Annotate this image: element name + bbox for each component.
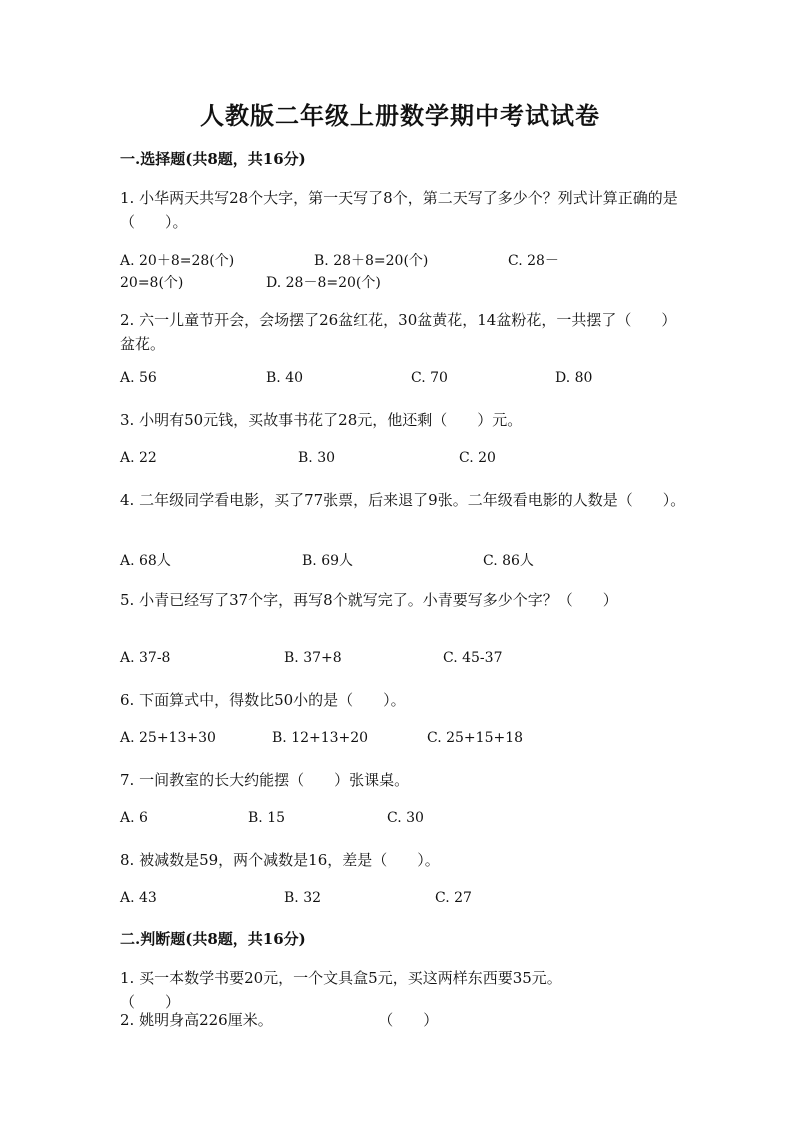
- question-2: 2. 六一儿童节开会，会场摆了26盆红花，30盆黄花，14盆粉花，一共摆了（ ）盆花。: [120, 311, 677, 353]
- question-7: 7. 一间教室的长大约能摆（ ）张课桌。: [120, 771, 410, 789]
- judge-2-blank: （ ）: [378, 1011, 439, 1029]
- q1-option-b: B. 28＋8=20(个): [314, 253, 429, 269]
- judge-question-2: [120, 1008, 690, 1032]
- judge-question-1: [120, 966, 690, 1014]
- q1-option-d: D. 28－8=20(个): [266, 275, 381, 291]
- page-title: 人教版二年级上册数学期中考试试卷: [200, 101, 600, 130]
- q6-option-c: C. 25+15+18: [427, 730, 524, 746]
- q4-option-c: C. 86人: [483, 553, 534, 569]
- question-5: 5. 小青已经写了37个字，再写8个就写完了。小青要写多少个字？（ ）: [120, 591, 618, 609]
- q5-option-a: A. 37-8: [120, 650, 171, 666]
- q7-option-b: B. 15: [248, 810, 286, 826]
- q8-option-b: B. 32: [284, 890, 322, 906]
- q2-option-d: D. 80: [555, 370, 593, 386]
- q3-option-a: A. 22: [120, 450, 157, 466]
- q3-option-c: C. 20: [459, 450, 496, 466]
- section-heading-choice: 一.选择题(共8题，共16分): [120, 150, 306, 168]
- q8-option-a: A. 43: [120, 890, 157, 906]
- question-3: 3. 小明有50元钱，买故事书花了28元，他还剩（ ）元。: [120, 411, 523, 429]
- q2-option-a: A. 56: [120, 370, 157, 386]
- q5-option-b: B. 37+8: [284, 650, 342, 666]
- question-8: 8. 被减数是59，两个减数是16，差是（ ）。: [120, 851, 440, 869]
- q7-option-c: C. 30: [387, 810, 424, 826]
- q7-option-a: A. 6: [120, 810, 148, 826]
- q5-option-c: C. 45-37: [443, 650, 503, 666]
- judge-1-blank: （ ）: [120, 993, 181, 1011]
- q1-option-a: A. 20＋8=28(个): [120, 253, 235, 269]
- q2-option-b: B. 40: [266, 370, 304, 386]
- question-1: 1. 小华两天共写28个大字，第一天写了8个，第二天写了多少个？列式计算正确的是（ ）。: [120, 189, 678, 231]
- q2-option-c: C. 70: [411, 370, 448, 386]
- q3-option-b: B. 30: [298, 450, 336, 466]
- q6-option-a: A. 25+13+30: [120, 730, 216, 746]
- judge-1-text: 1. 买一本数学书要20元，一个文具盒5元，买这两样东西要35元。: [120, 969, 562, 987]
- question-6: 6. 下面算式中，得数比50小的是（ ）。: [120, 691, 406, 709]
- q8-option-c: C. 27: [435, 890, 472, 906]
- q1-option-c-cont: 20=8(个): [120, 275, 184, 291]
- q4-option-b: B. 69人: [302, 553, 354, 569]
- section-heading-judge: 二.判断题(共8题，共16分): [120, 930, 306, 948]
- judge-2-text: 2. 姚明身高226厘米。: [120, 1011, 273, 1029]
- question-4: 4. 二年级同学看电影，买了77张票，后来退了9张。二年级看电影的人数是（ ）。: [120, 491, 686, 509]
- q4-option-a: A. 68人: [120, 553, 171, 569]
- q1-option-c: C. 28－: [508, 253, 559, 269]
- q6-option-b: B. 12+13+20: [272, 730, 369, 746]
